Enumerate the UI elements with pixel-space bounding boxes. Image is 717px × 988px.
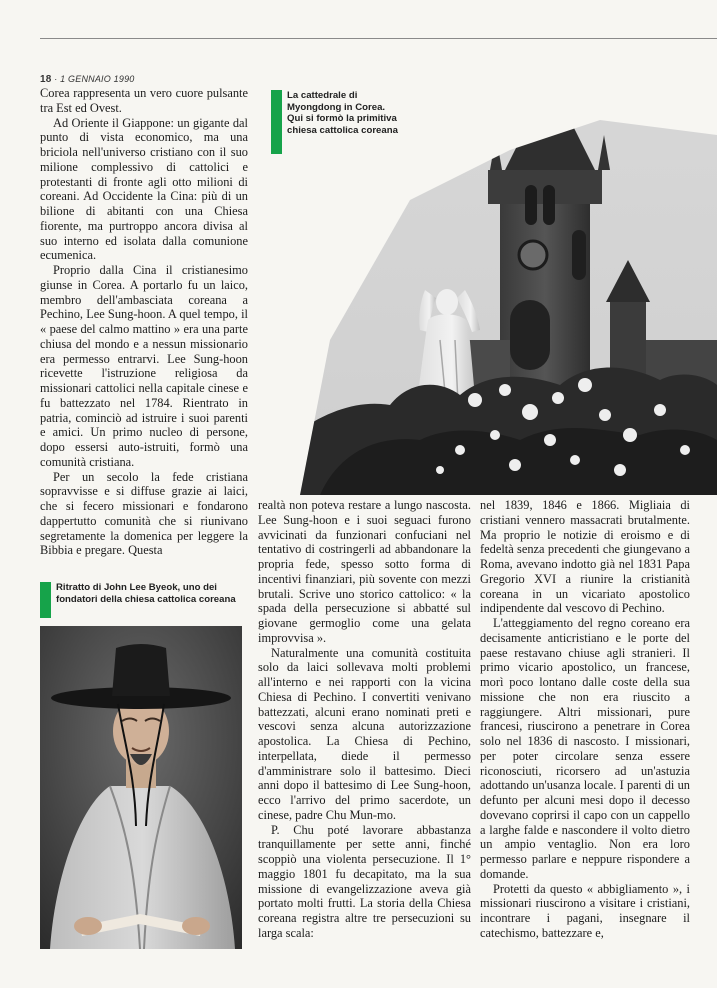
- paragraph: nel 1839, 1846 e 1866. Migliaia di cristiani vennero massacrati brutalmente. Ma proprio le notizie di eroismo e di fedeltà senza precedenti che giungevano a Roma, avevano indotto già nel 1831 Papa Gregorio XVI a riunire la cristianità coreana in un vicariato apostolico indipendente dal vescovo di Pechino.: [480, 498, 690, 616]
- folio-separator: ·: [54, 74, 58, 84]
- paragraph: realtà non poteva restare a lungo nascosta. Lee Sung-hoon e i suoi seguaci furono avvicinati da funzionari confuciani nel tentativo di costringerli ad abbandonare la propria fede, spesso sotto forma di incentivi finanziari, più sovente con mezzi brutali. Scrive uno storico cattolico: « la spada della persecuzione si abbatté sul giovane germoglio come una gelata improvvisa ».: [258, 498, 471, 645]
- paragraph: Ad Oriente il Giappone: un gigante dal punto di vista economico, ma una briciola nell'universo cristiano con il suo milione complessivo di cattolici e protestanti di fronte agli otto milioni di coreani. Ad Occidente la Cina: più di un bilione di abitanti con una Chiesa fiorente, ma purtroppo ancora divisa al suo interno ed isolata dalla comunione ecumenica.: [40, 115, 248, 263]
- paragraph: Corea rappresenta un vero cuore pulsante tra Est ed Ovest.: [40, 86, 248, 115]
- caption-accent-bar: [271, 90, 282, 154]
- article-column-1: [40, 86, 248, 558]
- article-column-3: [480, 498, 690, 941]
- page-number: 18: [40, 74, 52, 85]
- article-column-2: [258, 498, 471, 941]
- caption-accent-bar: [40, 582, 51, 618]
- issue-date: 1 GENNAIO 1990: [60, 74, 135, 84]
- header-rule: [40, 38, 717, 39]
- paragraph: Proprio dalla Cina il cristianesimo giunse in Corea. A portarlo fu un laico, membro dell'ambasciata coreana a Pechino, Lee Sung-hoon. A quel tempo, il « paese del calmo mattino » era una parte chiusa del mondo e a nessun missionario era permesso entrarvi. Lee Sung-hoon ricevette l'istruzione religiosa da missionari cattolici nella capitale cinese e fu battezzato nel 1784. Rientrato in patria, cominciò ad istruire i suoi parenti e amici. Un primo nucleo di persone, dopo essersi auto-istruiti, formò una comunità cristiana.: [40, 263, 248, 469]
- paragraph: L'atteggiamento del regno coreano era decisamente anticristiano e le porte del paese restavano chiuse agli stranieri. Il primo vicario apostolico, un francese, morì poco lontano dalle coste della sua missione che non era riuscito a raggiungere. Altri missionari, pure francesi, riuscirono a penetrare in Corea solo nel 1836 di nascosto. I missionari, per poter circolare senza essere riconosciuti, ricorsero ad un'astuzia adottando un'usanza locale. I parenti di un defunto per alcuni mesi dopo il decesso dovevano coprirsi il capo con un cappello a larghe falde e nascondere il volto dietro un ampio ventaglio. Non era loro permesso parlare e neppure rispondere a domande.: [480, 616, 690, 881]
- paragraph: P. Chu poté lavorare abbastanza tranquillamente per sette anni, finché scoppiò una violenta persecuzione. Il 1° maggio 1801 fu decapitato, ma la sua missione di evangelizzazione aveva già portato molti frutti. La storia della Chiesa coreana registra altre tre persecuzioni su larga scala:: [258, 822, 471, 940]
- cathedral-caption-text: La cattedrale di Myongdong in Corea. Qui si formò la primitiva chiesa cattolica coreana: [287, 90, 398, 136]
- page-folio: [40, 74, 134, 85]
- cathedral-caption: [271, 90, 401, 154]
- paragraph: Per un secolo la fede cristiana sopravvisse e si diffuse grazie ai laici, che si fecero missionari e fondarono dappertutto comunità che si riunivano segretamente la domenica per leggere la Bibbia e pregare. Questa: [40, 469, 248, 558]
- portrait-photo: [40, 626, 242, 949]
- portrait-caption-text: Ritratto di John Lee Byeok, uno dei fondatori della chiesa cattolica coreana: [56, 582, 236, 605]
- paragraph: Naturalmente una comunità costituita solo da laici sollevava molti problemi all'interno e nei rapporti con la vicina Chiesa di Pechino. I convertiti venivano battezzati, alcuni erano nominati preti e vescovi senza alcuna autorizzazione apostolica. La Chiesa di Pechino, interpellata, diede il permesso d'amministrare solo il battesimo. Dieci anni dopo il battesimo di Lee Sung-hoon, ecco l'arrivo del primo sacerdote, un cinese, padre Chu Mun-mo.: [258, 645, 471, 822]
- portrait-caption: [40, 582, 240, 618]
- paragraph: Protetti da questo « abbigliamento », i missionari riuscirono a visitare i cristiani, incontrare i pagani, insegnare il catechismo, battezzare e,: [480, 881, 690, 940]
